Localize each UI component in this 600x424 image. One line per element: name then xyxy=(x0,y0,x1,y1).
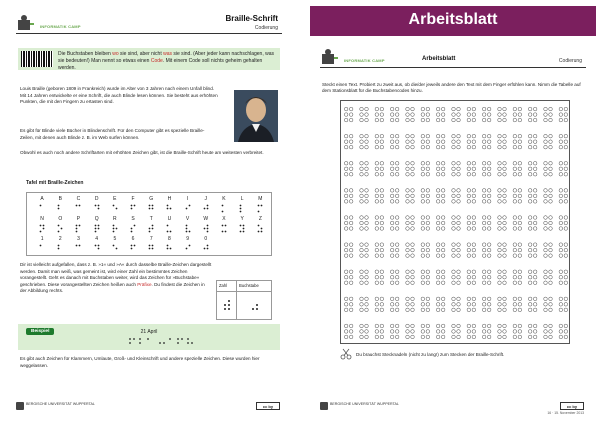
paragraph-braille-books: Es gibt für Blinde viele Bücher in Blindenschrift. Für den Computer gibt es spezielle Braille-Zeilen, mit denen auch Blinde z. B. im Web surfen können. xyxy=(20,128,205,140)
pin-cell[interactable] xyxy=(513,134,522,149)
pin-cell[interactable] xyxy=(390,324,399,339)
braille-cell xyxy=(179,204,197,213)
pin-cell[interactable] xyxy=(360,243,369,258)
braille-cell xyxy=(197,224,215,233)
worksheet-banner xyxy=(310,6,596,36)
prefix-table xyxy=(216,280,272,320)
table-char-j: J xyxy=(204,196,208,202)
braille-1-icon xyxy=(39,244,45,253)
pin-cell[interactable] xyxy=(513,107,522,122)
pin-cell[interactable] xyxy=(467,161,476,176)
braille-q-icon xyxy=(94,224,100,233)
pin-cell[interactable] xyxy=(482,107,491,122)
paragraph-braille-usage: Obwohl es auch noch andere Schriftarten mit erhöhten Zeichen gibt, ist die Braille-Schrift heute am weitesten verbreitet. xyxy=(20,150,264,155)
braille-cell xyxy=(142,244,160,253)
braille-j-icon xyxy=(203,204,209,213)
table-char-2: 2 xyxy=(58,236,62,242)
pin-cell[interactable] xyxy=(360,216,369,231)
pin-icon xyxy=(340,348,352,360)
license-badge: cc by xyxy=(256,402,280,410)
table-char-0: 0 xyxy=(204,236,208,242)
braille-2-icon xyxy=(57,244,63,253)
pin-cell[interactable] xyxy=(482,216,491,231)
braille-k-icon xyxy=(221,204,227,213)
pin-cell[interactable] xyxy=(452,243,461,258)
worksheet-instructions: Steckt einen Text. Probiert zu zweit aus, ob die/der jeweils andere den Text mit dem Finger erfühlen kann. Nimm die Tabelle auf dem Stationsblatt für die Buchstabencodes hinzu. xyxy=(322,82,581,94)
table-char-5: 5 xyxy=(113,236,117,242)
braille-cell xyxy=(160,204,178,213)
pin-cell[interactable] xyxy=(513,243,522,258)
braille-g-icon xyxy=(148,204,154,213)
pin-cell[interactable] xyxy=(360,189,369,204)
braille-cell xyxy=(88,224,106,233)
pin-cell[interactable] xyxy=(559,107,568,122)
pin-cell[interactable] xyxy=(421,189,430,204)
pin-cell[interactable] xyxy=(406,107,415,122)
pin-cell[interactable] xyxy=(559,216,568,231)
pin-cell[interactable] xyxy=(406,270,415,285)
pin-cell[interactable] xyxy=(513,216,522,231)
braille-d-icon xyxy=(94,204,100,213)
table-char-6: 6 xyxy=(131,236,135,242)
braille-l-icon xyxy=(239,204,245,213)
table-char-3: 3 xyxy=(77,236,80,242)
table-char-k: K xyxy=(222,196,226,202)
pin-cell[interactable] xyxy=(528,189,537,204)
pin-cell[interactable] xyxy=(436,216,445,231)
pin-cell[interactable] xyxy=(513,189,522,204)
braille-4-icon xyxy=(94,244,100,253)
braille-h-icon xyxy=(166,204,172,213)
table-char-v: V xyxy=(185,216,190,222)
braille-0-icon xyxy=(203,244,209,253)
pin-cell[interactable] xyxy=(467,270,476,285)
braille-a-icon xyxy=(39,204,45,213)
pin-cell[interactable] xyxy=(528,134,537,149)
braille-e-icon xyxy=(112,204,118,213)
logo-text: INFORMATIK CAMP xyxy=(40,24,81,29)
pin-cell[interactable] xyxy=(344,216,353,231)
braille-cell xyxy=(106,224,124,233)
braille-m-icon xyxy=(257,204,263,213)
table-char-y: Y xyxy=(240,216,244,222)
pin-cell[interactable] xyxy=(528,243,537,258)
braille-cell xyxy=(106,204,124,213)
pin-cell[interactable] xyxy=(544,297,553,312)
table-char-p: P xyxy=(76,216,81,222)
table-char-i: I xyxy=(186,196,189,202)
braille-cell xyxy=(233,224,251,233)
pin-cell[interactable] xyxy=(513,324,522,339)
braille-p-icon xyxy=(75,224,81,233)
worksheet-subtitle: Codierung xyxy=(558,58,582,64)
pin-cell[interactable] xyxy=(406,243,415,258)
table-char-f: F xyxy=(131,196,135,202)
braille-cell xyxy=(33,244,51,253)
braille-cell xyxy=(233,204,251,213)
braille-row-a-m xyxy=(33,204,269,213)
braille-cell xyxy=(124,224,142,233)
braille-cell xyxy=(124,244,142,253)
pin-grid-cells[interactable] xyxy=(341,101,571,345)
digits-row xyxy=(33,236,215,242)
pin-cell[interactable] xyxy=(406,189,415,204)
prefix-number-header: Zahl xyxy=(219,283,228,288)
braille-7-icon xyxy=(148,244,154,253)
pin-cell[interactable] xyxy=(498,216,507,231)
pin-cell[interactable] xyxy=(528,324,537,339)
braille-cell xyxy=(179,244,197,253)
pin-cell[interactable] xyxy=(360,297,369,312)
braille-cell xyxy=(197,244,215,253)
example-box xyxy=(18,324,280,350)
pin-cell[interactable] xyxy=(498,324,507,339)
pin-cell[interactable] xyxy=(406,324,415,339)
paragraph-prefixes: Dir ist vielleicht aufgefallen, dass z. B. »1« und »A« durch dasselbe Braille-Zeichen dargestellt werden. Damit man weiß, was gemeint ist, wird einer Zahl ein bestimmtes Zeichen vorangestellt. Geht es danach mit Buchstaben weiter, wird das Zeichen für »Buchstabe« geschrieben. Diese vorangestellten Zeichen heißen auch Präfixe. Du findest die Zeichen in der Abbildung rechts. xyxy=(20,262,212,294)
table-char-o: O xyxy=(58,216,63,222)
header-divider xyxy=(320,67,586,68)
pin-cell[interactable] xyxy=(467,134,476,149)
braille-cell xyxy=(69,224,87,233)
braille-u-icon xyxy=(166,224,172,233)
table-char-a: A xyxy=(40,196,44,202)
pin-cell[interactable] xyxy=(467,324,476,339)
pin-cell[interactable] xyxy=(436,297,445,312)
pin-cell[interactable] xyxy=(452,297,461,312)
braille-cell xyxy=(142,204,160,213)
paragraph-braille-history: Louis Braille (geboren 1809 in Frankreich) wurde im Alter von 3 Jahren nach einem Unfall blind. Mit 14 Jahren entwickelte er eine Schrift, die auch Blinde lesen können. Sie besteht aus erhöhten Punkten, die mit den Fingern zu ertasten sind. xyxy=(20,86,218,105)
pin-cell[interactable] xyxy=(513,270,522,285)
pin-cell[interactable] xyxy=(544,270,553,285)
pin-cell[interactable] xyxy=(498,189,507,204)
pin-cell[interactable] xyxy=(559,189,568,204)
braille-cell xyxy=(215,204,233,213)
pin-cell[interactable] xyxy=(513,297,522,312)
braille-y-icon xyxy=(239,224,245,233)
table-char-s: S xyxy=(131,216,135,222)
pin-cell[interactable] xyxy=(344,107,353,122)
pin-cell[interactable] xyxy=(482,324,491,339)
pin-cell[interactable] xyxy=(344,134,353,149)
braille-n-icon xyxy=(39,224,45,233)
table-char-n: N xyxy=(40,216,44,222)
braille-s-icon xyxy=(130,224,136,233)
table-char-z: Z xyxy=(258,216,262,222)
pin-cell[interactable] xyxy=(390,297,399,312)
braille-6-icon xyxy=(130,244,136,253)
pin-cell[interactable] xyxy=(344,297,353,312)
braille-cell xyxy=(251,224,269,233)
braille-cell xyxy=(51,224,69,233)
table-char-8: 8 xyxy=(168,236,171,242)
pin-cell[interactable] xyxy=(452,161,461,176)
braille-w-icon xyxy=(203,224,209,233)
table-char-7: 7 xyxy=(149,236,153,242)
braille-3-icon xyxy=(75,244,81,253)
pin-cell[interactable] xyxy=(452,189,461,204)
station-sheet-page xyxy=(6,6,292,416)
pin-cell[interactable] xyxy=(390,216,399,231)
pin-cell[interactable] xyxy=(360,161,369,176)
pin-cell[interactable] xyxy=(559,324,568,339)
pin-cell[interactable] xyxy=(452,216,461,231)
pin-cell[interactable] xyxy=(544,243,553,258)
pin-cell[interactable] xyxy=(436,243,445,258)
pin-cell[interactable] xyxy=(498,161,507,176)
table-char-h: H xyxy=(167,196,172,202)
table-char-c: C xyxy=(76,196,81,202)
pin-cell[interactable] xyxy=(559,161,568,176)
braille-9-icon xyxy=(185,244,191,253)
braille-z-icon xyxy=(257,224,263,233)
braille-f-icon xyxy=(130,204,136,213)
pin-cell[interactable] xyxy=(421,270,430,285)
pin-cell[interactable] xyxy=(436,270,445,285)
braille-cell xyxy=(251,204,269,213)
braille-row-digits xyxy=(33,244,215,253)
braille-cell xyxy=(33,204,51,213)
logo-text: INFORMATIK CAMP xyxy=(344,58,385,63)
pin-cell[interactable] xyxy=(344,189,353,204)
pin-cell[interactable] xyxy=(406,297,415,312)
table-char-1: 1 xyxy=(40,236,44,242)
pin-cell[interactable] xyxy=(375,243,384,258)
pin-cell[interactable] xyxy=(498,107,507,122)
intro-box xyxy=(18,48,280,70)
braille-r-icon xyxy=(112,224,118,233)
braille-cell xyxy=(124,204,142,213)
table-char-g: G xyxy=(149,196,154,202)
pin-cell[interactable] xyxy=(559,297,568,312)
braille-t-icon xyxy=(148,224,154,233)
table-char-t: T xyxy=(149,216,153,222)
pin-cell[interactable] xyxy=(452,134,461,149)
pin-cell[interactable] xyxy=(544,324,553,339)
table-char-e: E xyxy=(113,196,117,202)
worksheet-page xyxy=(310,6,596,416)
pin-cell[interactable] xyxy=(436,161,445,176)
pin-cell[interactable] xyxy=(375,189,384,204)
pin-cell[interactable] xyxy=(467,297,476,312)
university-logo: BERGISCHE UNIVERSITÄT WUPPERTAL xyxy=(320,402,399,406)
paragraph-special-chars: Es gibt auch Zeichen für Klammern, Umlaute, Groß- und Kleinschrift und andere spezielle Zeichen. Diese wurden hier weggelassen. xyxy=(20,356,260,368)
pin-cell[interactable] xyxy=(498,297,507,312)
pin-cell[interactable] xyxy=(436,189,445,204)
pin-cell[interactable] xyxy=(436,107,445,122)
pin-cell[interactable] xyxy=(406,134,415,149)
example-text: 21 April xyxy=(140,329,158,335)
pin-cell[interactable] xyxy=(482,189,491,204)
pin-cell[interactable] xyxy=(513,161,522,176)
braille-cell xyxy=(88,244,106,253)
pin-cell[interactable] xyxy=(390,134,399,149)
pin-cell[interactable] xyxy=(390,161,399,176)
braille-c-icon xyxy=(75,204,81,213)
pin-cell[interactable] xyxy=(544,216,553,231)
number-prefix-icon xyxy=(223,299,231,311)
pin-cell[interactable] xyxy=(344,324,353,339)
letters-row-n-z xyxy=(33,216,269,222)
pin-cell[interactable] xyxy=(452,107,461,122)
braille-cell xyxy=(88,204,106,213)
pin-cell[interactable] xyxy=(544,134,553,149)
pin-cell[interactable] xyxy=(375,107,384,122)
pin-cell[interactable] xyxy=(528,216,537,231)
pin-cell[interactable] xyxy=(406,216,415,231)
braille-5-icon xyxy=(112,244,118,253)
pin-cell[interactable] xyxy=(421,243,430,258)
pin-cell[interactable] xyxy=(482,161,491,176)
braille-cell xyxy=(51,204,69,213)
pin-cell[interactable] xyxy=(421,134,430,149)
table-char-x: X xyxy=(222,216,226,222)
braille-pin-grid[interactable] xyxy=(340,100,570,344)
pin-cell[interactable] xyxy=(406,161,415,176)
braille-cell xyxy=(142,224,160,233)
louis-braille-portrait xyxy=(234,90,278,142)
pin-cell[interactable] xyxy=(360,324,369,339)
portrait-icon xyxy=(234,90,278,142)
pin-cell[interactable] xyxy=(390,189,399,204)
pin-cell[interactable] xyxy=(544,189,553,204)
worksheet-title: Arbeitsblatt xyxy=(422,56,456,62)
pin-cell[interactable] xyxy=(360,134,369,149)
pin-cell[interactable] xyxy=(559,270,568,285)
pin-cell[interactable] xyxy=(452,324,461,339)
pin-cell[interactable] xyxy=(421,324,430,339)
example-braille-icon xyxy=(128,337,198,347)
braille-b-icon xyxy=(57,204,63,213)
pin-cell[interactable] xyxy=(421,297,430,312)
braille-o-icon xyxy=(57,224,63,233)
pin-cell[interactable] xyxy=(390,243,399,258)
pin-cell[interactable] xyxy=(467,243,476,258)
page-title: Braille-Schrift xyxy=(225,14,278,23)
pin-cell[interactable] xyxy=(375,297,384,312)
prefix-letter-header: Buchstabe xyxy=(239,283,259,288)
pin-cell[interactable] xyxy=(421,161,430,176)
university-logo: BERGISCHE UNIVERSITÄT WUPPERTAL xyxy=(16,402,95,406)
pin-cell[interactable] xyxy=(467,216,476,231)
pin-cell[interactable] xyxy=(375,270,384,285)
braille-i-icon xyxy=(185,204,191,213)
table-title: Tafel mit Braille-Zeichen xyxy=(26,180,84,186)
braille-cell xyxy=(33,224,51,233)
pin-cell[interactable] xyxy=(482,270,491,285)
pin-cell[interactable] xyxy=(375,134,384,149)
pin-cell[interactable] xyxy=(360,107,369,122)
pin-cell[interactable] xyxy=(452,270,461,285)
pin-cell[interactable] xyxy=(467,107,476,122)
license-badge: cc by xyxy=(560,402,584,410)
pin-cell[interactable] xyxy=(482,297,491,312)
braille-cell xyxy=(160,224,178,233)
pin-cell[interactable] xyxy=(375,216,384,231)
table-char-9: 9 xyxy=(186,236,189,242)
page-subtitle: Codierung xyxy=(254,25,278,31)
braille-cell xyxy=(106,244,124,253)
table-char-u: U xyxy=(167,216,172,222)
braille-row-n-z xyxy=(33,224,269,233)
braille-cell xyxy=(69,204,87,213)
table-char-w: W xyxy=(203,216,209,222)
header-divider xyxy=(16,33,282,34)
pin-cell[interactable] xyxy=(544,107,553,122)
pin-cell[interactable] xyxy=(344,161,353,176)
pin-cell[interactable] xyxy=(528,107,537,122)
letter-prefix-icon xyxy=(251,299,259,311)
pin-cell[interactable] xyxy=(528,297,537,312)
example-tag: Beispiel xyxy=(26,328,54,335)
pin-cell[interactable] xyxy=(390,107,399,122)
braille-v-icon xyxy=(185,224,191,233)
letters-row-a-m xyxy=(33,196,269,202)
table-char-r: R xyxy=(113,216,117,222)
pin-cell[interactable] xyxy=(559,134,568,149)
pin-cell[interactable] xyxy=(528,270,537,285)
pin-cell[interactable] xyxy=(390,270,399,285)
footer-date: 16 · 15. November 2013 xyxy=(547,411,584,415)
braille-cell xyxy=(215,224,233,233)
barcode-icon xyxy=(21,51,53,67)
pin-cell[interactable] xyxy=(559,243,568,258)
pin-cell[interactable] xyxy=(344,243,353,258)
pin-cell[interactable] xyxy=(421,216,430,231)
pin-cell[interactable] xyxy=(467,189,476,204)
worksheet-banner-title: Arbeitsblatt xyxy=(408,11,498,28)
braille-cell xyxy=(179,224,197,233)
braille-cell xyxy=(51,244,69,253)
table-char-4: 4 xyxy=(95,236,99,242)
braille-cell xyxy=(69,244,87,253)
braille-table xyxy=(26,192,272,256)
pin-cell[interactable] xyxy=(375,324,384,339)
pin-cell[interactable] xyxy=(344,270,353,285)
pin-cell[interactable] xyxy=(375,161,384,176)
pin-cell[interactable] xyxy=(436,134,445,149)
pin-cell[interactable] xyxy=(421,107,430,122)
braille-cell xyxy=(197,204,215,213)
table-char-b: B xyxy=(58,196,62,202)
table-char-d: D xyxy=(94,196,99,202)
pin-cell[interactable] xyxy=(544,161,553,176)
pin-cell[interactable] xyxy=(482,243,491,258)
pin-cell[interactable] xyxy=(528,161,537,176)
table-char-m: M xyxy=(258,196,263,202)
materials-note: Du brauchst Stecknadeln (nicht zu lang!) zum Stecken der Braille-Schrift. xyxy=(356,352,505,357)
table-char-l: L xyxy=(240,196,244,202)
pin-cell[interactable] xyxy=(482,134,491,149)
pin-cell[interactable] xyxy=(436,324,445,339)
pin-cell[interactable] xyxy=(360,270,369,285)
braille-8-icon xyxy=(166,244,172,253)
braille-cell xyxy=(160,244,178,253)
table-char-q: Q xyxy=(94,216,99,222)
intro-text: Die Buchstaben bleiben wo sie sind, aber nicht was sie sind. (Aber jeder kann nachschlagen, was sie bedeuten!) Man nennt so etwas einen Code. Mit einem Code soll nichts geheim gehalten werden. xyxy=(58,51,275,71)
pin-cell[interactable] xyxy=(498,243,507,258)
pin-cell[interactable] xyxy=(498,270,507,285)
pin-cell[interactable] xyxy=(498,134,507,149)
braille-x-icon xyxy=(221,224,227,233)
